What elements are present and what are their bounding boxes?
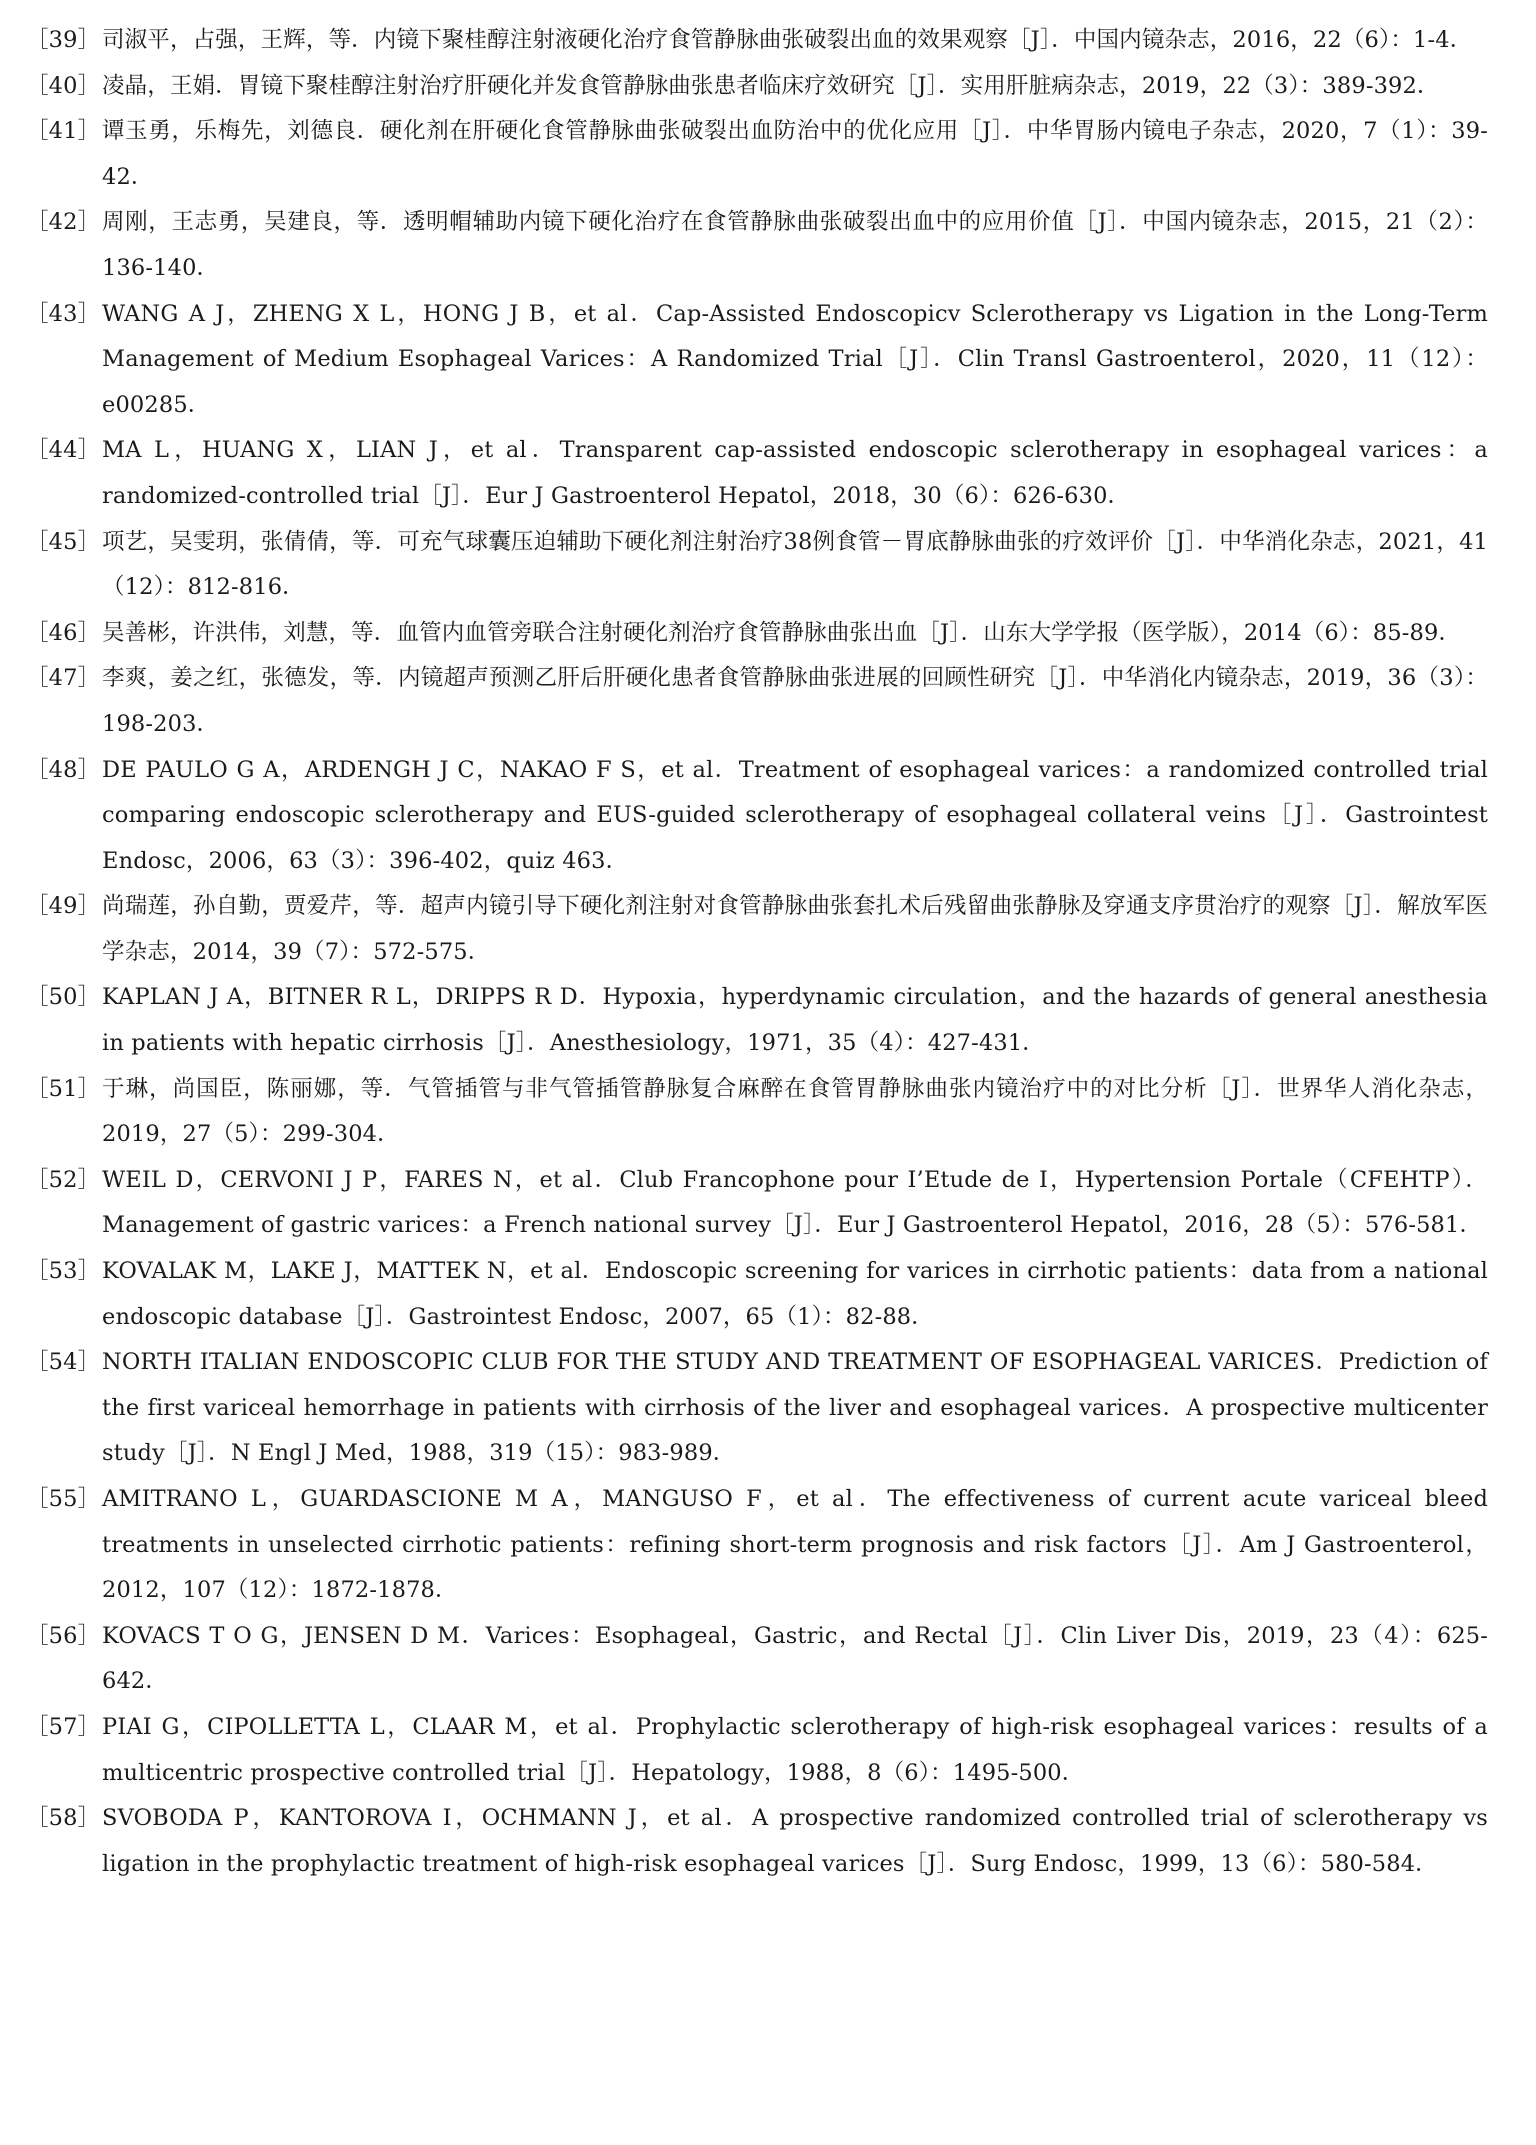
reference-item xyxy=(26,1477,1488,1614)
reference-item xyxy=(26,428,1488,519)
reference-number: ［49］ xyxy=(26,893,101,920)
reference-number: ［46］ xyxy=(26,619,101,646)
reference-item xyxy=(26,1067,1488,1158)
reference-item xyxy=(26,1796,1488,1887)
reference-number: ［41］ xyxy=(26,118,101,145)
reference-text: 凌晶，王娟．胃镜下聚桂醇注射治疗肝硬化并发食管静脉曲张患者临床疗效研究［J］．实用肝脏病杂志，2019，22（3）：389-392． xyxy=(102,72,1440,99)
reference-number: ［56］ xyxy=(26,1622,101,1649)
reference-number: ［54］ xyxy=(26,1349,101,1376)
reference-item xyxy=(26,656,1488,747)
reference-number: ［43］ xyxy=(26,300,101,327)
reference-number: ［42］ xyxy=(26,209,101,236)
reference-item xyxy=(26,1705,1488,1796)
reference-item xyxy=(26,292,1488,429)
reference-text: SVOBODA P，KANTOROVA I，OCHMANN J，et al．A prospective randomized controlled trial of sclerotherapy vs ligation in the prophylactic treatment of high-risk esophageal varices［J］．Surg Endosc，1999，13（6）：580-584． xyxy=(102,1805,1488,1877)
reference-text: WANG A J，ZHENG X L，HONG J B，et al．Cap-Assisted Endoscopicv Sclerotherapy vs Ligation in the Long-Term Management of Medium Esophageal Varices：A Randomized Trial［J］．Clin Transl Gastroenterol，2020，11（12）：e00285． xyxy=(102,300,1488,418)
reference-text: 李爽，姜之红，张德发，等．内镜超声预测乙肝后肝硬化患者食管静脉曲张进展的回顾性研究［J］．中华消化内镜杂志，2019，36（3）：198-203． xyxy=(102,665,1488,737)
reference-text: KAPLAN J A，BITNER R L，DRIPPS R D．Hypoxia，hyperdynamic circulation，and the hazards of general anesthesia in patients with hepatic cirrhosis［J］．Anesthesiology，1971，35（4）：427-431． xyxy=(102,984,1488,1057)
reference-item xyxy=(26,975,1488,1066)
reference-item xyxy=(26,748,1488,885)
reference-number: ［51］ xyxy=(26,1075,101,1102)
reference-item xyxy=(26,64,1488,110)
reference-text: NORTH ITALIAN ENDOSCOPIC CLUB FOR THE STUDY AND TREATMENT OF ESOPHAGEAL VARICES．Prediction of the first variceal hemorrhage in patients with cirrhosis of the liver and esophageal varices．A prospective multicenter study［J］．N Engl J Med，1988，319（15）：983-989． xyxy=(102,1349,1488,1467)
reference-text: MA L，HUANG X，LIAN J，et al．Transparent cap-assisted endoscopic sclerotherapy in esophageal varices：a randomized-controlled trial［J］．Eur J Gastroenterol Hepatol，2018，30（6）：626-630． xyxy=(102,437,1488,509)
reference-number: ［48］ xyxy=(26,756,101,783)
reference-text: WEIL D，CERVONI J P，FARES N，et al．Club Francophone pour I’Etude de I，Hypertension Portale（CFEHTP）．Management of gastric varices：a French national survey［J］．Eur J Gastroenterol Hepatol，2016，28（5）：576-581． xyxy=(102,1166,1488,1239)
reference-item xyxy=(26,1158,1488,1249)
reference-item xyxy=(26,109,1488,200)
reference-item xyxy=(26,1614,1488,1705)
reference-text: AMITRANO L，GUARDASCIONE M A，MANGUSO F，et al．The effectiveness of current acute variceal bleed treatments in unselected cirrhotic patients：refining short-term prognosis and risk factors［J］．Am J Gastroenterol，2012，107（12）：1872-1878． xyxy=(102,1486,1488,1604)
reference-item xyxy=(26,18,1488,64)
reference-text: KOVALAK M，LAKE J，MATTEK N，et al．Endoscopic screening for varices in cirrhotic patients：data from a national endoscopic database［J］．Gastrointest Endosc，2007，65（1）：82-88． xyxy=(102,1258,1488,1330)
reference-text: 吴善彬，许洪伟，刘慧，等．血管内血管旁联合注射硬化剂治疗食管静脉曲张出血［J］．山东大学学报（医学版），2014（6）：85-89． xyxy=(102,619,1462,646)
reference-number: ［58］ xyxy=(26,1805,101,1832)
reference-text: 司淑平，占强，王辉，等．内镜下聚桂醇注射液硬化治疗食管静脉曲张破裂出血的效果观察［J］．中国内镜杂志，2016，22（6）：1-4． xyxy=(102,27,1473,53)
reference-number: ［39］ xyxy=(26,27,101,53)
reference-number: ［44］ xyxy=(26,437,101,464)
reference-number: ［40］ xyxy=(26,72,101,99)
reference-number: ［50］ xyxy=(26,984,101,1011)
reference-number: ［55］ xyxy=(26,1486,101,1512)
reference-item xyxy=(26,1340,1488,1477)
reference-item xyxy=(26,200,1488,291)
reference-text: 尚瑞莲，孙自勤，贾爱芹，等．超声内镜引导下硬化剂注射对食管静脉曲张套扎术后残留曲张静脉及穿通支序贯治疗的观察［J］．解放军医学杂志，2014，39（7）：572-575． xyxy=(102,893,1488,965)
reference-item xyxy=(26,884,1488,975)
reference-number: ［53］ xyxy=(26,1258,101,1285)
reference-text: 周刚，王志勇，吴建良，等．透明帽辅助内镜下硬化治疗在食管静脉曲张破裂出血中的应用价值［J］．中国内镜杂志，2015，21（2）：136-140． xyxy=(102,209,1489,281)
reference-item xyxy=(26,1249,1488,1340)
reference-text: 于琳，尚国臣，陈丽娜，等．气管插管与非气管插管静脉复合麻醉在食管胃静脉曲张内镜治疗中的对比分析［J］．世界华人消化杂志，2019，27（5）：299-304． xyxy=(102,1075,1488,1148)
reference-text: KOVACS T O G，JENSEN D M．Varices：Esophageal，Gastric，and Rectal［J］．Clin Liver Dis，2019，23（4）：625-642． xyxy=(102,1622,1488,1695)
reference-list xyxy=(26,18,1488,1887)
reference-text: 谭玉勇，乐梅先，刘德良．硬化剂在肝硬化食管静脉曲张破裂出血防治中的优化应用［J］．中华胃肠内镜电子杂志，2020，7（1）：39-42． xyxy=(102,118,1488,190)
reference-item xyxy=(26,611,1488,657)
reference-text: DE PAULO G A，ARDENGH J C，NAKAO F S，et al．Treatment of esophageal varices：a randomized controlled trial comparing endoscopic sclerotherapy and EUS-guided sclerotherapy of esophageal collateral veins［J］．Gastrointest Endosc，2006，63（3）：396-402，quiz 463． xyxy=(102,756,1488,874)
reference-text: PIAI G，CIPOLLETTA L，CLAAR M，et al．Prophylactic sclerotherapy of high-risk esophageal varices：results of a multicentric prospective controlled trial［J］．Hepatology，1988，8（6）：1495-500． xyxy=(102,1713,1488,1786)
reference-number: ［52］ xyxy=(26,1166,101,1193)
reference-text: 项艺，吴雯玥，张倩倩，等．可充气球囊压迫辅助下硬化剂注射治疗38例食管－胃底静脉曲张的疗效评价［J］．中华消化杂志，2021，41（12）：812-816． xyxy=(102,528,1488,601)
reference-number: ［57］ xyxy=(26,1713,101,1740)
reference-number: ［45］ xyxy=(26,528,101,555)
reference-number: ［47］ xyxy=(26,665,101,692)
reference-item xyxy=(26,520,1488,611)
